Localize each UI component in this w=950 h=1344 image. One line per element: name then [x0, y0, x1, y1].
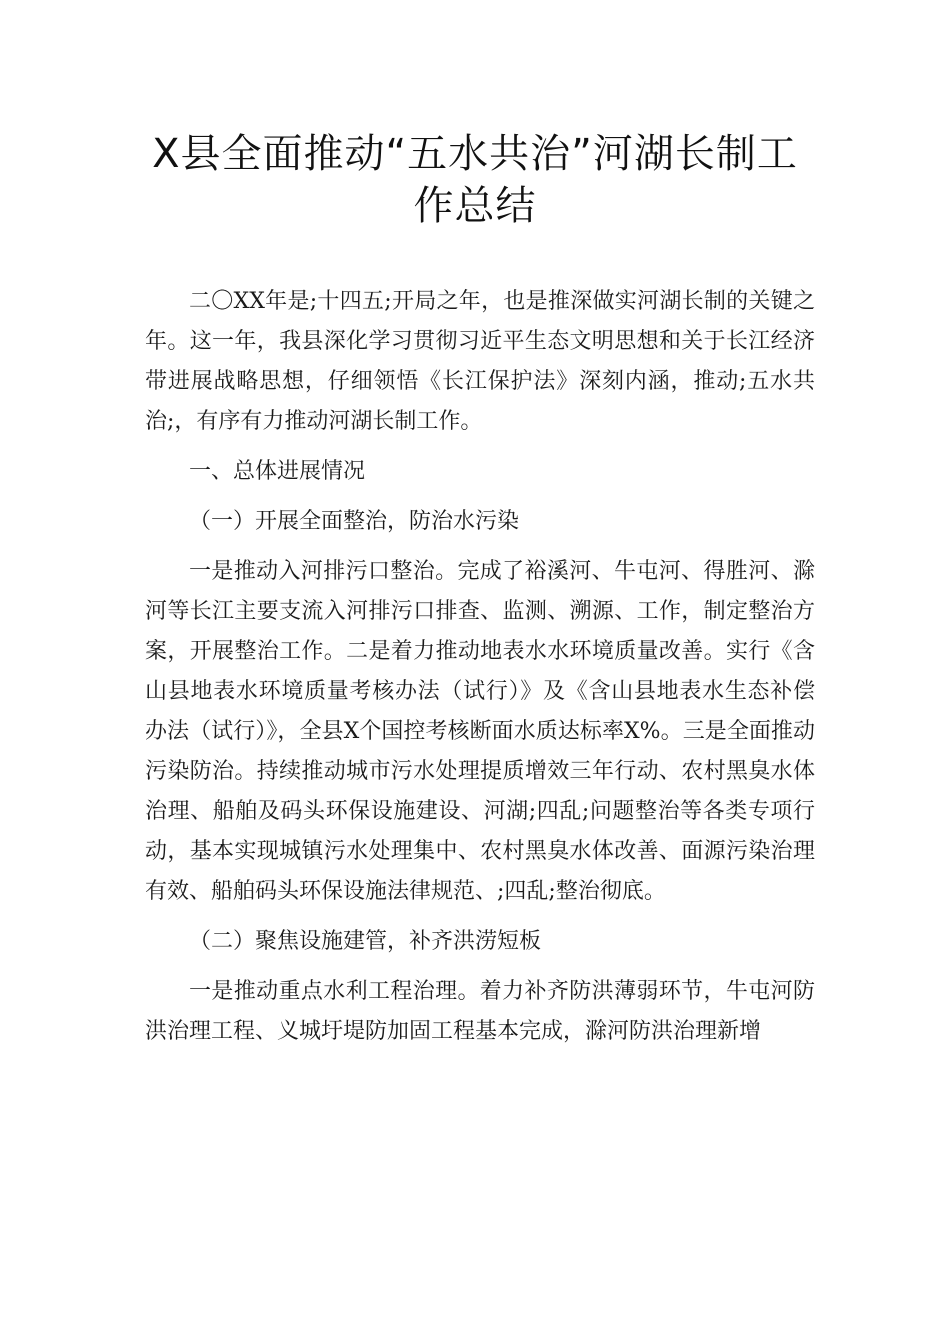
title-line-2: 作总结 [413, 183, 537, 229]
document-body [145, 282, 815, 1052]
subsection-heading-facilities: （二）聚焦设施建管，补齐洪涝短板 [189, 929, 542, 954]
document-title [120, 128, 830, 232]
subsection-heading-pollution-control: （一）开展全面整治，防治水污染 [189, 509, 520, 534]
facilities-paragraph: 一是推动重点水利工程治理。着力补齐防洪薄弱环节，牛屯河防洪治理工程、义城圩堤防加固工程基本完成，滁河防洪治理新增 [145, 979, 815, 1044]
intro-paragraph: 二〇XX年是;十四五;开局之年，也是推深做实河湖长制的关键之年。这一年，我县深化学习贯彻习近平生态文明思想和关于长江经济带进展战略思想，仔细领悟《长江保护法》深刻内涵，推动;五水共治;，有序有力推动河湖长制工作。 [145, 289, 815, 434]
title-line-1: X县全面推动“五水共治”河湖长制工 [152, 131, 798, 177]
section-heading-overall-progress: 一、总体进展情况 [189, 459, 366, 484]
pollution-control-paragraph: 一是推动入河排污口整治。完成了裕溪河、牛屯河、得胜河、滁河等长江主要支流入河排污口排查、监测、溯源、工作，制定整治方案，开展整治工作。二是着力推动地表水水环境质量改善。实行《含山县地表水环境质量考核办法（试行）》及《含山县地表水生态补偿办法（试行）》，全县X个国控考核断面水质达标率X%。三是全面推动污染防治。持续推动城市污水处理提质增效三年行动、农村黑臭水体治理、船舶及码头环保设施建设、河湖;四乱;问题整治等各类专项行动，基本实现城镇污水处理集中、农村黑臭水体改善、面源污染治理有效、船舶码头环保设施法律规范、;四乱;整治彻底。 [145, 559, 815, 904]
